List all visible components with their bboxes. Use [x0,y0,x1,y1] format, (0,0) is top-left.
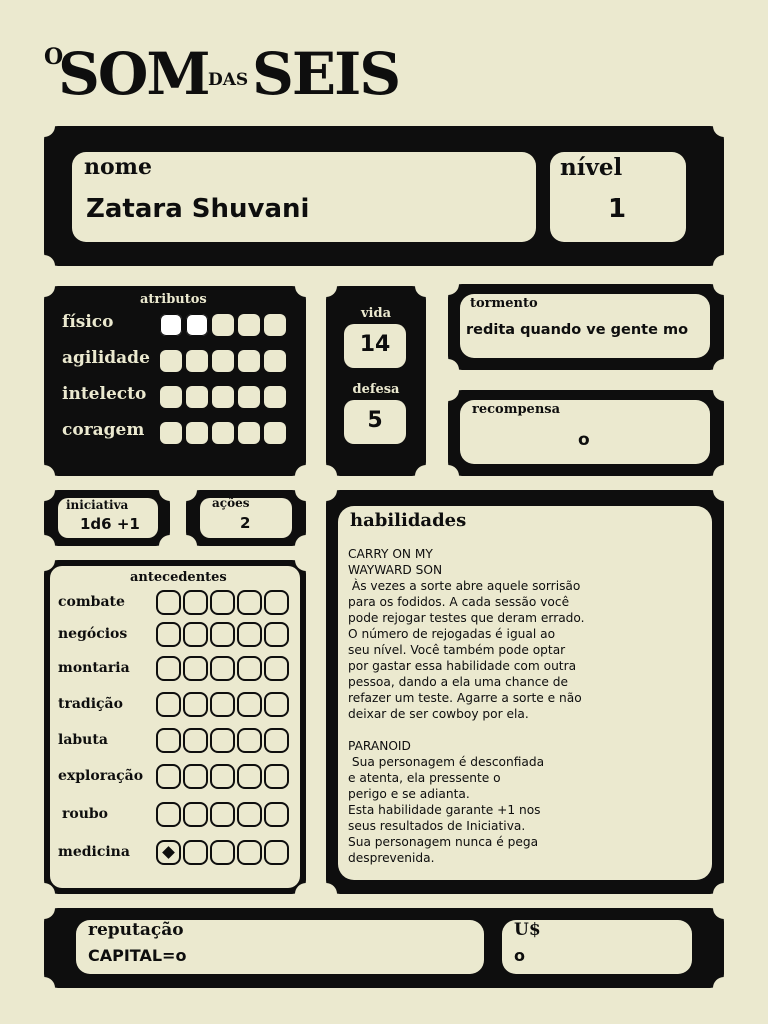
attribute-point[interactable] [238,386,260,408]
attribute-point[interactable] [160,422,182,444]
background-skill-box[interactable] [264,802,289,827]
attribute-point[interactable] [238,422,260,444]
name-field[interactable] [72,152,536,242]
abilities-label: habilidades [350,510,467,531]
money-field[interactable] [502,920,692,974]
background-skill-box[interactable] [156,802,181,827]
background-panel [44,560,306,894]
background-skill-box[interactable] [183,622,208,647]
attribute-point[interactable] [160,386,182,408]
attributes-panel [44,286,306,476]
attribute-point[interactable] [264,350,286,372]
reward-panel [448,390,724,476]
background-skill-box[interactable] [183,764,208,789]
level-field[interactable] [550,152,686,242]
attribute-point[interactable] [160,350,182,372]
defense-field[interactable] [344,400,406,444]
background-skill-box[interactable] [210,840,235,865]
background-skill-box[interactable] [237,764,262,789]
background-skill-box[interactable] [210,590,235,615]
initiative-value: 1d6 +1 [80,515,140,533]
background-skill-box[interactable] [183,590,208,615]
attribute-label: coragem [62,420,145,440]
background-skill-box[interactable] [237,590,262,615]
attribute-point[interactable] [186,422,208,444]
background-skill-box[interactable] [183,840,208,865]
initiative-field[interactable] [58,498,158,538]
background-skill-box[interactable] [237,622,262,647]
background-skill-box[interactable] [156,764,181,789]
background-skill-label: tradição [58,696,123,712]
actions-label: ações [212,496,250,510]
attribute-point[interactable] [186,386,208,408]
level-value: 1 [608,194,627,224]
background-skill-box[interactable] [210,728,235,753]
reward-field[interactable] [460,400,710,464]
background-skill-box[interactable] [156,692,181,717]
attributes-title: atributos [140,292,207,307]
defense-label: defesa [352,382,400,397]
background-skill-box[interactable] [237,656,262,681]
attribute-point[interactable] [264,386,286,408]
hp-value: 14 [359,332,391,357]
background-skill-box[interactable] [156,590,181,615]
background-skill-box[interactable] [237,840,262,865]
background-skill-label: montaria [58,660,130,676]
money-label: U$ [514,920,541,940]
background-skill-box[interactable] [183,802,208,827]
background-skill-box[interactable] [237,692,262,717]
attribute-point[interactable] [212,350,234,372]
level-label: nível [560,154,623,181]
torment-label: tormento [470,296,538,311]
game-logo [40,38,420,108]
background-skill-box[interactable] [237,802,262,827]
background-skill-box[interactable] [156,728,181,753]
background-skill-label: exploração [58,768,144,784]
attribute-point[interactable] [160,314,182,336]
attribute-label: intelecto [62,384,147,404]
attribute-point[interactable] [212,422,234,444]
logo-article: O [44,44,64,70]
background-skill-box[interactable] [183,656,208,681]
background-skill-box[interactable] [264,622,289,647]
background-skill-box[interactable] [210,692,235,717]
background-skill-box[interactable] [210,764,235,789]
money-value: o [514,946,525,965]
background-skill-box[interactable] [183,692,208,717]
attribute-point[interactable] [212,386,234,408]
background-skill-box[interactable] [156,656,181,681]
background-skill-box[interactable] [264,840,289,865]
background-skill-label: negócios [58,626,128,642]
background-skill-label: roubo [62,806,109,822]
abilities-field[interactable] [338,506,712,880]
background-skill-box[interactable] [264,692,289,717]
background-skill-label: medicina [58,844,130,860]
attribute-point[interactable] [264,422,286,444]
initiative-label: iniciativa [66,498,129,512]
torment-field[interactable] [460,294,710,358]
background-skill-box[interactable] [210,802,235,827]
attribute-label: agilidade [62,348,150,368]
background-skill-box[interactable] [210,656,235,681]
abilities-panel [326,490,724,894]
actions-field[interactable] [200,498,292,538]
actions-panel [186,490,306,546]
background-skill-box[interactable] [156,840,181,865]
background-skill-box[interactable] [237,728,262,753]
attribute-point[interactable] [186,350,208,372]
attribute-point[interactable] [264,314,286,336]
reputation-value: CAPITAL=o [88,946,187,965]
name-value: Zatara Shuvani [86,194,310,224]
attribute-point[interactable] [186,314,208,336]
abilities-text: CARRY ON MY WAYWARD SON Às vezes a sorte abre aquele sorrisão para os fodidos. A cada sessão você pode rejogar testes que deram errado. O número de rejogadas é igual ao seu nível. Você também pode optar por gastar essa habilidade com outra pessoa, dando a ela uma chance de refazer um teste. Agarre a sorte e não deixar de ser cowboy por ela. PARANOID Sua personagem é desconfiada e atenta, ela pressente o perigo e se adianta. Esta habilidade garante +1 nos seus resultados de Iniciativa. Sua personagem nunca é pega desprevenida. [348,547,585,865]
attribute-point[interactable] [212,314,234,336]
reward-label: recompensa [472,402,561,417]
attribute-label: físico [62,312,114,332]
background-skill-box[interactable] [183,728,208,753]
vitals-panel [326,286,426,476]
hp-label: vida [360,306,391,321]
name-label: nome [84,154,152,180]
background-skill-box[interactable] [264,590,289,615]
attribute-point[interactable] [238,350,260,372]
hp-field[interactable] [344,324,406,368]
torment-value: redita quando ve gente mo [466,322,689,338]
logo-som: SOM [58,40,209,108]
reputation-label: reputação [88,920,184,940]
reward-value: o [578,430,590,450]
background-skill-label: combate [58,594,125,610]
background-skill-box[interactable] [264,764,289,789]
actions-value: 2 [240,514,251,532]
torment-panel [448,284,724,370]
identity-panel [44,126,724,266]
logo-seis: SEIS [252,40,400,108]
reputation-panel [44,908,724,988]
background-skill-box[interactable] [264,728,289,753]
background-field [50,566,300,888]
background-skill-label: labuta [58,732,108,748]
defense-value: 5 [367,408,383,433]
reputation-field[interactable] [76,920,484,974]
initiative-panel [44,490,170,546]
background-skill-box[interactable] [210,622,235,647]
background-title: antecedentes [130,570,227,585]
background-skill-box[interactable] [156,622,181,647]
background-skill-box[interactable] [264,656,289,681]
attribute-point[interactable] [238,314,260,336]
logo-das: DAS [208,70,249,90]
